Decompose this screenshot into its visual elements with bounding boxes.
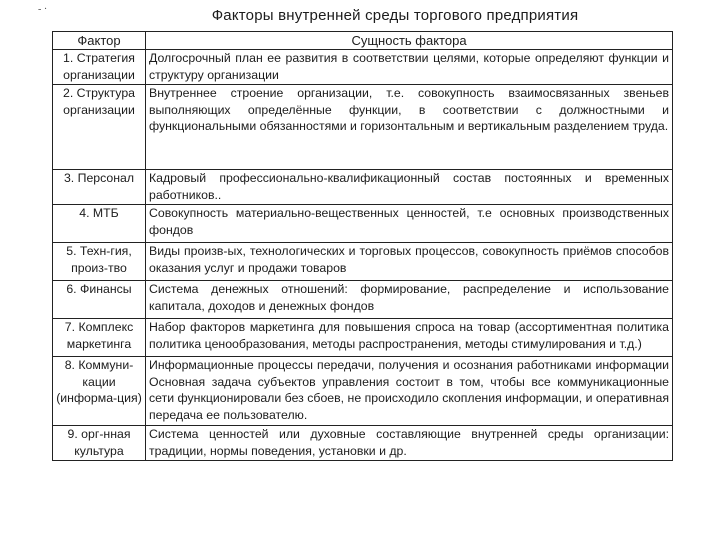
essence-cell: Внутреннее строение организации, т.е. совокупность взаимосвязанных звеньев выполняющих определённые функции, в соответствии с должностными и функциональными обязанностями и горизонтальным и вертикальным разделением труда. (146, 85, 673, 170)
table-row (53, 426, 673, 461)
factor-cell: 9. орг-нная культура (53, 426, 146, 461)
table-row (53, 50, 673, 85)
essence-cell: Набор факторов маркетинга для повышения спроса на товар (ассортиментная политика политика ценообразования, методы распространения, методы стимулирования и т.д.) (146, 319, 673, 357)
table-header-row (53, 32, 673, 50)
essence-cell: Система ценностей или духовные составляющие внутренней среды организации: традиции, нормы поведения, установки и др. (146, 426, 673, 461)
essence-cell: Информационные процессы передачи, получения и осознания работниками информации Основная задача субъектов управления состоит в том, чтобы все коммуникационные сети функционировали без сбоев, не происходило скопления информации, и оперативная передача ее пользователю. (146, 357, 673, 426)
table-row (53, 85, 673, 170)
table-row (53, 243, 673, 281)
essence-cell: Система денежных отношений: формирование, распределение и использование капитала, доходов и денежных фондов (146, 281, 673, 319)
essence-cell: Виды произв-ых, технологических и торговых процессов, совокупность приёмов способов оказания услуг и продажи товаров (146, 243, 673, 281)
factor-cell: 2. Структура организации (53, 85, 146, 170)
header-factor: Фактор (53, 32, 146, 50)
essence-cell: Кадровый профессионально-квалификационный состав постоянных и временных работников.. (146, 170, 673, 205)
table-row (53, 319, 673, 357)
table-row (53, 205, 673, 243)
factor-cell: 5. Техн-гия, произ-тво (53, 243, 146, 281)
corner-mark: - · (38, 4, 48, 15)
table-row (53, 170, 673, 205)
factor-cell: 7. Комплекс маркетинга (53, 319, 146, 357)
factor-cell: 6. Финансы (53, 281, 146, 319)
factor-cell: 8. Коммуни-кации (информа-ция) (53, 357, 146, 426)
essence-cell: Долгосрочный план ее развития в соответствии целями, которые определяют функции и структуру организации (146, 50, 673, 85)
table-row (53, 357, 673, 426)
factor-cell: 1. Стратегия организации (53, 50, 146, 85)
factor-cell: 4. МТБ (53, 205, 146, 243)
factor-cell: 3. Персонал (53, 170, 146, 205)
document-title: Факторы внутренней среды торгового предприятия (211, 7, 579, 24)
header-essence: Сущность фактора (146, 32, 673, 50)
table-row (53, 281, 673, 319)
essence-cell: Совокупность материально-вещественных ценностей, т.е основных производственных фондов (146, 205, 673, 243)
factors-table (52, 31, 673, 461)
